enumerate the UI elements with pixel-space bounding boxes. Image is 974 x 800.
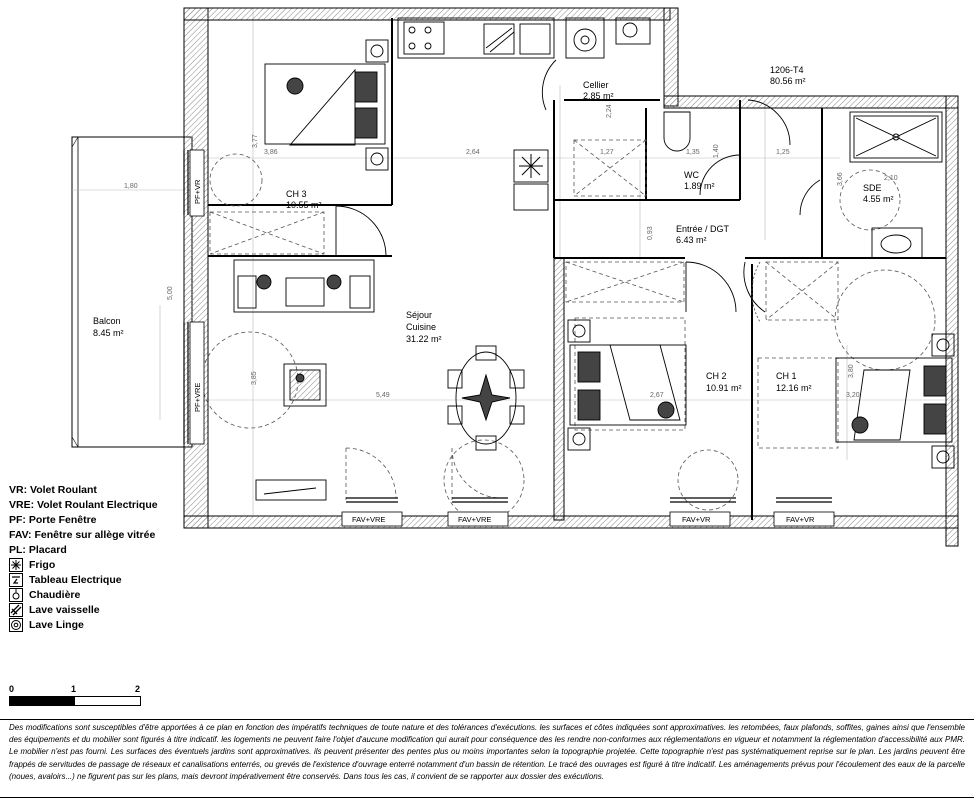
unit-area: 80.56 m² xyxy=(770,76,806,86)
room-ch2-area: 10.91 m² xyxy=(706,383,742,393)
window-label-fav-vr-2 xyxy=(774,512,834,526)
room-cuisine-name: Cuisine xyxy=(406,322,437,332)
divider xyxy=(0,719,974,720)
tv-unit xyxy=(256,480,326,500)
bed-ch3 xyxy=(265,40,388,170)
legend xyxy=(9,483,159,633)
window-label-fav-vre-2 xyxy=(448,512,508,526)
dining-table xyxy=(448,346,524,450)
room-cellier-area: 2.85 m² xyxy=(583,91,614,101)
room-wc-area: 1.89 m² xyxy=(684,181,715,191)
window-label-pf-vr xyxy=(190,150,204,216)
dim-label: 2,67 xyxy=(650,392,664,399)
svg-text:PF+VRE: PF+VRE xyxy=(193,382,202,412)
legend-symbol-panel: Tableau Electrique xyxy=(9,573,159,588)
window-label-fav-vre-1 xyxy=(342,512,402,526)
dim-label: 3,77 xyxy=(252,134,259,148)
legend-item: PL: Placard xyxy=(9,544,67,556)
svg-text:FAV+VR: FAV+VR xyxy=(786,515,815,524)
divider xyxy=(0,797,974,798)
fridge-icon xyxy=(519,154,543,178)
dim-label: 1,25 xyxy=(776,149,790,156)
svg-text:FAV+VRE: FAV+VRE xyxy=(352,515,386,524)
fridge-icon xyxy=(9,558,23,572)
dim-label: 3,80 xyxy=(848,364,855,378)
bed-ch1 xyxy=(836,334,954,468)
boiler-icon xyxy=(9,588,23,602)
room-entree-name: Entrée / DGT xyxy=(676,224,730,234)
scale-tick-2: 2 xyxy=(135,684,141,694)
dim-label: 1,80 xyxy=(124,183,138,190)
unit-id: 1206-T4 xyxy=(770,65,804,75)
disclaimer-text: Des modifications sont susceptibles d'être apportées à ce plan en fonction des impératifs techniques de toute nature et des tolérances d'exécutions. les surfaces et côtes indiquées sont approximatives. les retombées, faux plafonds, soffites, gaines ainsi que l'ensemble des équipements et du mobilier sont figurés à titre indicatif. les logements ne peuvent faire l'objet d'aucune modification qui aurait pour conséquence des les rendre non-conformes aux réglementations en vigueur et notamment la réglementation d'accessibilité aux PMR. Le mobilier n'est pas fourni. Les surfaces des éventuels jardins sont approximatives. ils peuvent présenter des pentes plus ou moins importantes selon la topographie projetée. Cette topographie n'est pas systématiquement reprise sur le plan. Les jardins peuvent être frappés de servitudes de passage de réseaux et canalisations enterrés, ou grevés de l'existence d'ouvrage enterré notamment d'un bassin de rétention. Le tracé des ouvrages est figuré à titre indicatif. Les aménagements prévus pour l'écoulement des eaux de la parcelle (noues, avaloirs...) ne figurent pas sur les plans, mais devront impérativement être conservés. Dans tous les cas, il convient de se rapporter aux dossier des exécutions. xyxy=(9,723,965,781)
dim-label: 3,85 xyxy=(251,371,258,385)
room-ch3-area: 10.55 m² xyxy=(286,200,322,210)
dim-label: 2,64 xyxy=(466,149,480,156)
dim-label: 2,24 xyxy=(606,104,613,118)
room-balcon-area: 8.45 m² xyxy=(93,328,124,338)
legend-item: VR: Volet Roulant xyxy=(9,484,97,496)
room-sde-area: 4.55 m² xyxy=(863,194,894,204)
dim-label: 1,40 xyxy=(713,144,720,158)
electrical-panel-icon xyxy=(9,573,23,587)
room-sejour-area: 31.22 m² xyxy=(406,334,442,344)
dishwasher-icon xyxy=(9,603,23,617)
legend-symbol-boiler: Chaudière xyxy=(9,588,159,603)
dim-label: 1,35 xyxy=(686,149,700,156)
legend-symbol-dishwasher: Lave vaisselle xyxy=(9,603,159,618)
legend-symbol-washer: Lave Linge xyxy=(9,618,159,633)
coffee-table xyxy=(284,364,326,406)
dim-label: 3,86 xyxy=(264,149,278,156)
room-cellier-name: Cellier xyxy=(583,80,609,90)
sofa xyxy=(234,260,374,312)
dim-label: 0,93 xyxy=(647,226,654,240)
legend-item: PF: Porte Fenêtre xyxy=(9,514,97,526)
room-ch1-name: CH 1 xyxy=(776,371,797,381)
dim-label: 2,10 xyxy=(884,175,898,182)
legend-item: VRE: Volet Roulant Electrique xyxy=(9,499,158,511)
bed-ch2 xyxy=(568,320,686,450)
dim-label: 3,20 xyxy=(846,392,860,399)
room-sejour-name: Séjour xyxy=(406,310,433,320)
dim-label: 5,00 xyxy=(167,286,174,300)
svg-text:PF+VR: PF+VR xyxy=(193,179,202,204)
room-balcon-name: Balcon xyxy=(93,316,121,326)
dashed-outlines xyxy=(202,140,935,520)
room-ch2-name: CH 2 xyxy=(706,371,727,381)
washing-machine-icon xyxy=(9,618,23,632)
scale-bar xyxy=(9,684,144,714)
svg-text:FAV+VR: FAV+VR xyxy=(682,515,711,524)
dim-label: 1,27 xyxy=(600,149,614,156)
window-label-fav-vr-1 xyxy=(670,512,730,526)
legend-symbol-fridge: Frigo xyxy=(9,558,159,573)
svg-text:FAV+VRE: FAV+VRE xyxy=(458,515,492,524)
room-wc-name: WC xyxy=(684,170,699,180)
window-marks xyxy=(184,150,832,502)
dim-label: 3,66 xyxy=(837,172,844,186)
room-sde-name: SDE xyxy=(863,183,882,193)
dim-label: 5,49 xyxy=(376,392,390,399)
room-ch3-name: CH 3 xyxy=(286,189,307,199)
room-entree-area: 6.43 m² xyxy=(676,235,707,245)
window-label-pf-vre xyxy=(190,322,204,444)
scale-tick-1: 1 xyxy=(71,684,77,694)
scale-tick-0: 0 xyxy=(9,684,15,694)
room-ch1-area: 12.16 m² xyxy=(776,383,812,393)
legend-item: FAV: Fenêtre sur allège vitrée xyxy=(9,529,156,541)
